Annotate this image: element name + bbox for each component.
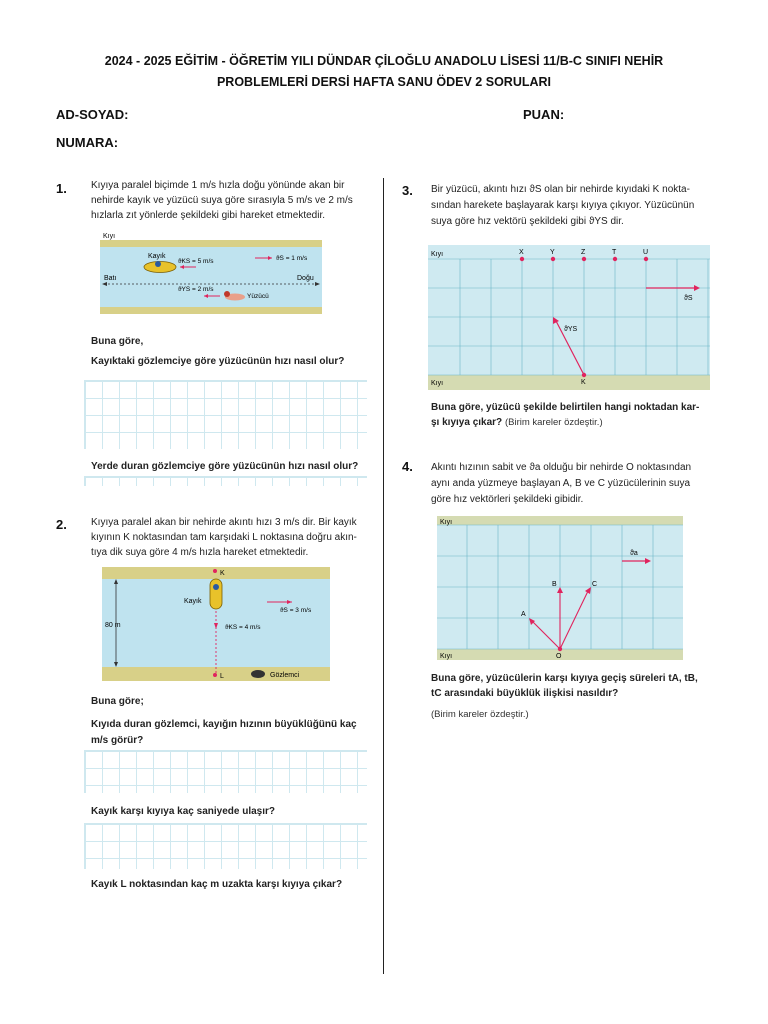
svg-text:ϑS = 3 m/s: ϑS = 3 m/s [280, 607, 312, 614]
number-label: NUMARA: [56, 135, 119, 150]
q1-ask-2: Yerde duran gözlemciye göre yüzücünün hızı nasıl olur? [91, 461, 359, 472]
q1-text: Kıyıya paralel biçimde 1 m/s hızla doğu yönünde akan bir nehirde kayık ve yüzücü suya göre sırasıyla 5 m/s ve 2 m/s hızlarla zıt yönlerde şekildeki gibi hareket etmektedir. [91, 180, 353, 221]
q2-text: Kıyıya paralel akan bir nehirde akıntı hızı 3 m/s dir. Bir kayık kıyının K noktasından tam karşıdaki L noktasına doğru akın- tıya dik suya göre 4 m/s hızla hareket etmektedir. [91, 517, 357, 558]
q4-ask-note: (Birim kareler özdeştir.) [431, 709, 529, 720]
q2-boat [210, 579, 222, 609]
svg-text:K: K [220, 570, 225, 577]
svg-text:Kıyı: Kıyı [440, 519, 453, 526]
svg-text:T: T [612, 249, 617, 256]
q2-number: 2. [56, 517, 67, 532]
svg-text:X: X [519, 249, 524, 256]
page-title-line-2: PROBLEMLERİ DERSİ HAFTA SANU ÖDEV 2 SORULARI [216, 75, 552, 89]
q2-ask-2: Kayık karşı kıyıya kaç saniyede ulaşır? [91, 806, 276, 817]
svg-text:ϑYS: ϑYS [564, 326, 578, 333]
q2-answer-grid-1[interactable] [84, 750, 367, 793]
q2-ask-3: Kayık L noktasından kaç m uzakta karşı kıyıya çıkar? [91, 879, 343, 890]
svg-text:Batı: Batı [104, 275, 117, 282]
q1-answer-grid-2[interactable] [84, 476, 367, 486]
svg-text:C: C [592, 581, 598, 588]
observer-icon [251, 670, 265, 678]
svg-text:K: K [581, 379, 586, 386]
svg-text:Yüzücü: Yüzücü [247, 293, 269, 300]
q1-number: 1. [56, 181, 67, 196]
svg-text:A: A [521, 611, 526, 618]
q3-figure [428, 245, 710, 390]
svg-text:U: U [643, 249, 649, 256]
q2-answer-grid-2[interactable] [84, 823, 367, 869]
svg-text:ϑS: ϑS [684, 295, 693, 302]
q1-ask-1: Kayıktaki gözlemciye göre yüzücünün hızı nasıl olur? [91, 356, 345, 367]
svg-text:Kıyı: Kıyı [431, 380, 444, 387]
q1-shore-label: Kıyı [103, 233, 116, 240]
svg-text:Doğu: Doğu [297, 275, 314, 282]
svg-text:O: O [556, 653, 562, 660]
q1-figure [100, 230, 322, 328]
q4-figure [437, 516, 683, 660]
svg-text:Kayık: Kayık [148, 253, 166, 260]
svg-text:L: L [220, 673, 224, 680]
svg-text:ϑKS = 4 m/s: ϑKS = 4 m/s [225, 624, 261, 631]
q4-text: Akıntı hızının sabit ve ϑa olduğu bir nehirde O noktasından aynı anda yüzmeye başlayan A, B ve C yüzücülerinin suya göre hız vektörleri şekildeki gibidir. [431, 462, 692, 505]
svg-text:Gözlemci: Gözlemci [270, 672, 300, 679]
column-divider [383, 178, 384, 974]
q3-ask: Buna göre, yüzücü şekilde belirtilen hangi noktadan kar- şı kıyıya çıkar? (Birim kareler özdeştir.) [431, 402, 700, 428]
svg-text:Z: Z [581, 249, 586, 256]
svg-text:ϑa: ϑa [630, 550, 638, 557]
q1-answer-grid-1[interactable] [84, 380, 367, 449]
score-label: PUAN: [523, 107, 565, 122]
q4-number: 4. [402, 459, 413, 474]
q3-text: Bir yüzücü, akıntı hızı ϑS olan bir nehirde kıyıdaki K nokta- sından harekete başlayarak karşı kıyıya çıkıyor. Yüzücünün suya göre hız vektörü şekildeki gibi ϑYS dir. [431, 184, 695, 227]
svg-text:B: B [552, 581, 557, 588]
svg-text:Kayık: Kayık [184, 598, 202, 605]
svg-text:ϑKS = 5 m/s: ϑKS = 5 m/s [178, 258, 214, 265]
q3-number: 3. [402, 183, 413, 198]
q4-ask: Buna göre, yüzücülerin karşı kıyıya geçiş süreleri tA, tB, tC arasındaki büyüklük ilişkisi nasıldır? [431, 673, 698, 699]
q1-after: Buna göre, [91, 336, 144, 347]
page-title-line-1: 2024 - 2025 EĞİTİM - ÖĞRETİM YILI DÜNDAR ÇİLOĞLU ANADOLU LİSESİ 11/B-C SINIFI NEHİR [104, 54, 664, 68]
q1-boat-rider [155, 261, 161, 267]
name-label: AD-SOYAD: [56, 107, 129, 122]
svg-text:80 m: 80 m [105, 622, 121, 629]
svg-text:Y: Y [550, 249, 555, 256]
svg-text:ϑS = 1 m/s: ϑS = 1 m/s [276, 255, 308, 262]
svg-text:ϑYS = 2 m/s: ϑYS = 2 m/s [178, 286, 214, 293]
q2-figure [102, 565, 330, 683]
q2-after: Buna göre; [91, 696, 144, 707]
svg-text:Kıyı: Kıyı [440, 653, 453, 660]
svg-text:Kıyı: Kıyı [431, 251, 444, 258]
q2-ask-1: Kıyıda duran gözlemci, kayığın hızının büyüklüğünü kaç m/s görür? [91, 719, 357, 746]
